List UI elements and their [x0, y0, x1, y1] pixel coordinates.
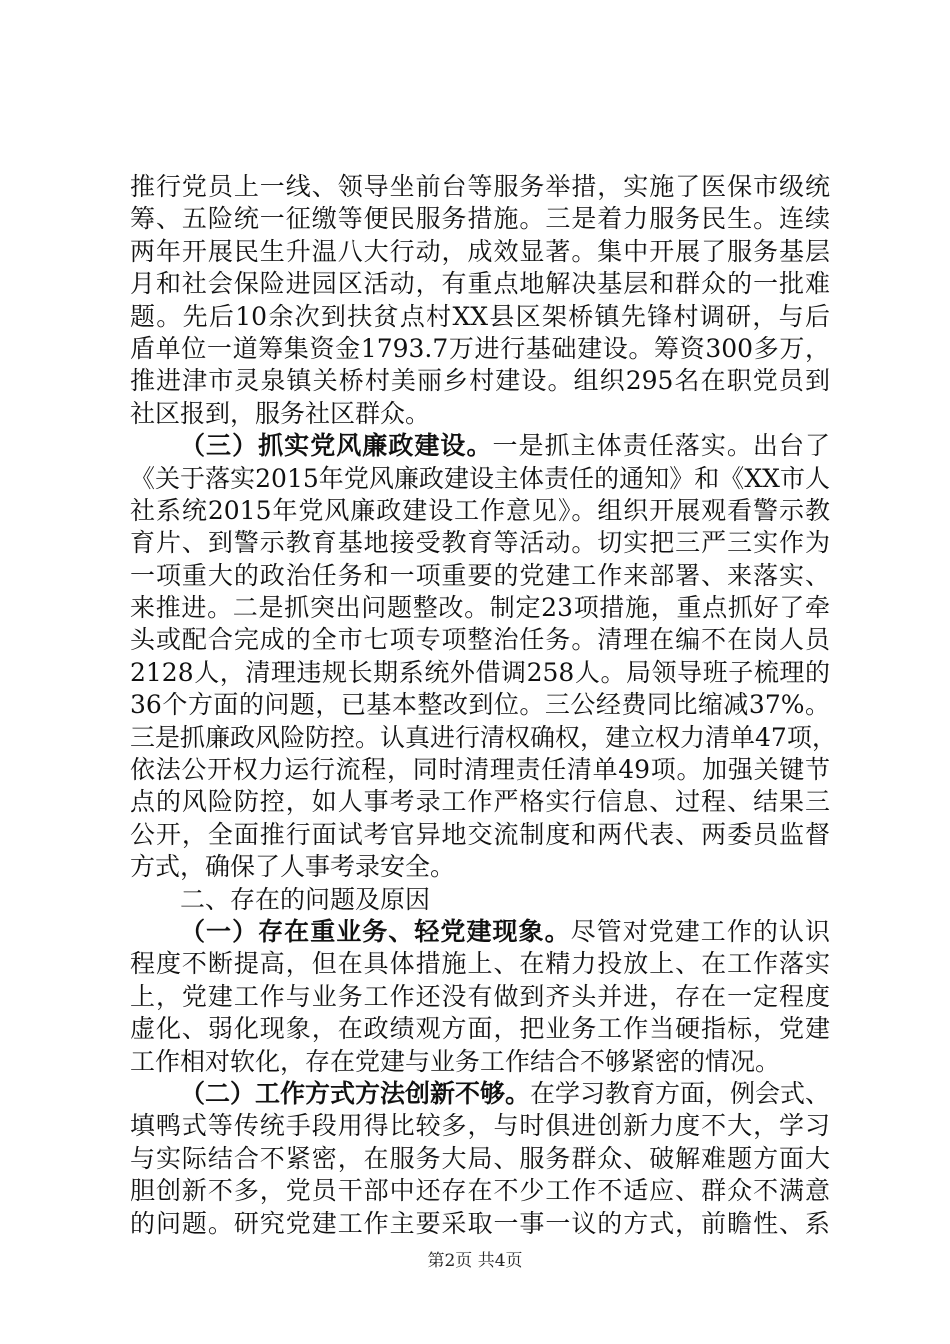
- text-line: 程度不断提高，但在具体措施上、在精力投放上、在工作落实: [130, 949, 830, 979]
- text-line: 社区报到，服务社区群众。: [130, 398, 431, 428]
- section-heading-line: （一）存在重业务、轻党建现象。尽管对党建工作的认识: [180, 916, 830, 946]
- text-line: 36个方面的问题，已基本整改到位。三公经费同比缩减37%。: [130, 690, 830, 720]
- text-line: 依法公开权力运行流程，同时清理责任清单49项。加强关键节: [130, 755, 830, 785]
- text-line: 点的风险防控，如人事考录工作严格实行信息、过程、结果三: [130, 787, 830, 817]
- page-footer: 第2页 共4页: [427, 1251, 523, 1271]
- section-heading: （一）存在重业务、轻党建现象。: [180, 916, 571, 946]
- text-line: 题。先后10余次到扶贫点村XX县区架桥镇先锋村调研，与后: [130, 301, 830, 331]
- text-line: 头或配合完成的全市七项专项整治任务。清理在编不在岗人员: [130, 625, 830, 655]
- text-line: 社系统2015年党风廉政建设工作意见》。组织开展观看警示教: [130, 495, 830, 525]
- text-line: 推行党员上一线、领导坐前台等服务举措，实施了医保市级统: [130, 172, 830, 201]
- text-line: 三是抓廉政风险防控。认真进行清权确权，建立权力清单47项，: [130, 722, 837, 752]
- text-line: 上，党建工作与业务工作还没有做到齐头并进，存在一定程度: [130, 981, 830, 1011]
- text-line: 公开，全面推行面试考官异地交流制度和两代表、两委员监督: [130, 819, 830, 849]
- text-line: 育片、到警示教育基地接受教育等活动。切实把三严三实作为: [130, 528, 830, 558]
- text-line: 来推进。二是抓突出问题整改。制定23项措施，重点抓好了牵: [130, 593, 830, 623]
- chapter-heading: 二、存在的问题及原因: [180, 884, 431, 914]
- text-line: 的问题。研究党建工作主要采取一事一议的方式，前瞻性、系: [130, 1208, 830, 1238]
- text-line: 两年开展民生升温八大行动，成效显著。集中开展了服务基层: [130, 236, 830, 266]
- text-line: 盾单位一道筹集资金1793.7万进行基础建设。筹资300多万，: [130, 333, 830, 363]
- text-line: 月和社会保险进园区活动，有重点地解决基层和群众的一批难: [130, 269, 830, 299]
- text-line: 填鸭式等传统手段用得比较多，与时俱进创新力度不大，学习: [130, 1111, 830, 1141]
- section-heading-line: （二）工作方式方法创新不够。在学习教育方面，例会式、: [180, 1078, 831, 1108]
- text-line: 方式，确保了人事考录安全。: [130, 852, 456, 882]
- text-line: 一项重大的政治任务和一项重要的党建工作来部署、来落实、: [130, 560, 830, 590]
- text-line: 虚化、弱化现象，在政绩观方面，把业务工作当硬指标，党建: [130, 1014, 830, 1044]
- text-line: 工作相对软化，存在党建与业务工作结合不够紧密的情况。: [130, 1046, 781, 1076]
- text-line: 胆创新不多，党员干部中还存在不少工作不适应、群众不满意: [130, 1176, 830, 1206]
- section-heading-line: （三）抓实党风廉政建设。一是抓主体责任落实。出台了: [180, 431, 830, 461]
- document-body: [130, 171, 837, 1240]
- text-line: 推进津市灵泉镇关桥村美丽乡村建设。组织295名在职党员到: [130, 366, 830, 396]
- section-heading: （二）工作方式方法创新不够。: [180, 1078, 531, 1108]
- text-line: 与实际结合不紧密，在服务大局、服务群众、破解难题方面大: [130, 1143, 830, 1173]
- text-line: 2128人，清理违规长期系统外借调258人。局领导班子梳理的: [130, 657, 830, 687]
- text-line: 《关于落实2015年党风廉政建设主体责任的通知》和《XX市人: [130, 463, 830, 493]
- text-line: 筹、五险统一征缴等便民服务措施。三是着力服务民生。连续: [130, 204, 830, 234]
- section-heading: （三）抓实党风廉政建设。: [180, 431, 493, 461]
